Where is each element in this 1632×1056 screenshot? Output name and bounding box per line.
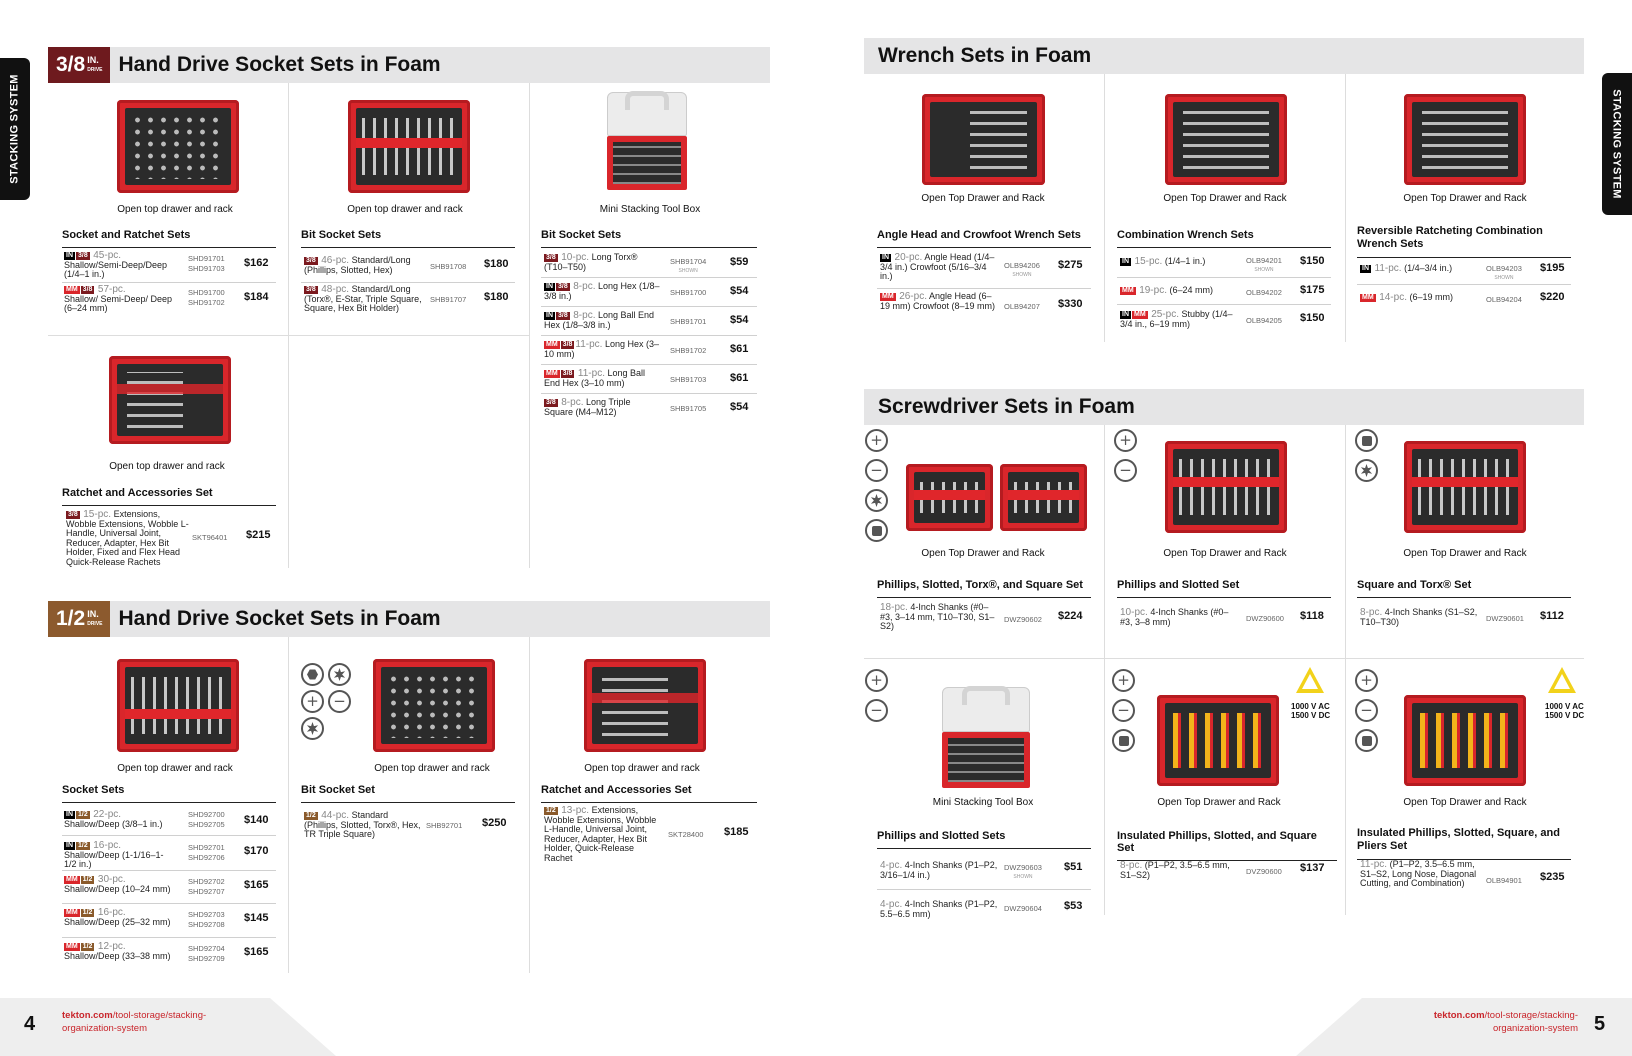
plus-icon: + — [1112, 669, 1135, 692]
voltage-warning-icon — [1296, 667, 1324, 693]
torx-icon — [1355, 459, 1378, 482]
product-title: Angle Head and Crowfoot Wrench Sets — [877, 229, 1091, 248]
product-row: MM 1/2 12-pc. Shallow/Deep (33–38 mm) SHD92704 SHD92709 $165 — [64, 941, 269, 963]
product-image-mini-stacking-box — [942, 687, 1030, 788]
product-title: Bit Socket Set — [301, 784, 515, 803]
product-row: IN 3/8 45-pc. Shallow/Semi-Deep/Deep (1/4–1 in.) SHD91701 SHD91703 $162 — [64, 250, 269, 279]
image-caption: Open top drawer and rack — [584, 763, 700, 774]
price: $59 — [730, 256, 749, 268]
product-row: IN 3/8 8-pc. Long Ball End Hex (1/8–3/8 in.) SHB91701 $54 — [544, 310, 749, 330]
product-title: Combination Wrench Sets — [1117, 229, 1331, 248]
product-title: Socket and Ratchet Sets — [62, 229, 276, 248]
product-row: 10-pc. 4-Inch Shanks (#0–#3, 3–8 mm) DWZ90600 $118 — [1120, 607, 1324, 627]
image-caption: Open Top Drawer and Rack — [1403, 193, 1527, 204]
price: $220 — [1540, 291, 1565, 303]
plus-icon: + — [1355, 669, 1378, 692]
minus-icon: − — [1112, 699, 1135, 722]
voltage-rating: 1000 V AC 1500 V DC — [1545, 702, 1585, 720]
product-title: Bit Socket Sets — [301, 229, 515, 248]
plus-icon: + — [865, 429, 888, 452]
image-caption: Open Top Drawer and Rack — [1163, 548, 1287, 559]
product-row: MM 3/8 11-pc. Long Ball End Hex (3–10 mm) SHB91703 $61 — [544, 368, 749, 388]
image-caption: Open top drawer and rack — [117, 204, 233, 215]
image-caption: Open Top Drawer and Rack — [921, 193, 1045, 204]
price: $54 — [730, 401, 749, 413]
side-tab-label: STACKING SYSTEM — [1611, 89, 1624, 199]
minus-icon: − — [1114, 459, 1137, 482]
price: $180 — [484, 258, 509, 270]
price: $235 — [1540, 871, 1565, 883]
section-header-12 — [48, 601, 770, 637]
hex-icon — [301, 663, 324, 686]
image-caption: Mini Stacking Tool Box — [599, 204, 701, 215]
product-image-angle-head-wrench — [922, 94, 1045, 185]
minus-icon: − — [865, 699, 888, 722]
price: $145 — [244, 912, 269, 924]
product-title: Bit Socket Sets — [541, 229, 757, 248]
price: $53 — [1064, 900, 1083, 912]
price: $51 — [1064, 861, 1083, 873]
product-image-phillips-slotted — [1165, 441, 1287, 533]
price: $250 — [482, 817, 507, 829]
product-row: 3/8 15-pc. Extensions, Wobble Extensions, Wobble L-Handle, Universal Joint, Reducer, Adapter, Hex Bit Holder, Fixed and Flex Head Quick-Release Rachets SKT96401 $215 — [66, 509, 271, 567]
product-image-reversible-wrench — [1404, 94, 1526, 185]
product-row: MM 3/8 11-pc. Long Hex (3–10 mm) SHB91702 $61 — [544, 339, 749, 359]
product-title: Reversible Ratcheting Combination Wrench Sets — [1357, 225, 1571, 258]
product-image-square-torx — [1404, 441, 1526, 533]
product-row: IN 15-pc. (1/4–1 in.) OLB94201 SHOWN $150 — [1122, 255, 1325, 273]
price: $184 — [244, 291, 269, 303]
minus-icon: − — [865, 459, 888, 482]
product-row: MM 1/2 30-pc. Shallow/Deep (10–24 mm) SHD92702 SHD92707 $165 — [64, 874, 269, 896]
image-caption: Open Top Drawer and Rack — [1403, 797, 1527, 808]
price: $140 — [244, 814, 269, 826]
plus-icon: + — [301, 690, 324, 713]
plus-icon: + — [1114, 429, 1137, 452]
price: $118 — [1300, 610, 1324, 622]
price: $137 — [1300, 862, 1325, 874]
price: $185 — [724, 826, 749, 838]
product-image-mini-stacking-box — [607, 92, 687, 190]
price: $162 — [244, 257, 269, 269]
price: $165 — [244, 946, 269, 958]
product-row: 3/8 46-pc. Standard/Long (Phillips, Slotted, Hex) SHB91708 $180 — [304, 255, 509, 275]
product-image-socket-12 — [117, 659, 239, 752]
product-row: IN 3/8 8-pc. Long Hex (1/8–3/8 in.) SHB91700 $54 — [544, 281, 749, 301]
price: $224 — [1058, 610, 1083, 622]
section-header-wrench — [864, 38, 1584, 74]
side-tab-right — [1602, 73, 1632, 215]
product-row: IN 20-pc. Angle Head (1/4–3/4 in.) Crowfoot (5/16–3/4 in.) OLB94206 SHOWN $275 — [880, 252, 1083, 281]
image-caption: Open Top Drawer and Rack — [921, 548, 1045, 559]
price: $54 — [730, 285, 749, 297]
product-row: 3/8 10-pc. Long Torx® (T10–T50) SHB91704 SHOWN $59 — [544, 252, 749, 274]
image-caption: Open top drawer and rack — [374, 763, 490, 774]
product-row: 3/8 8-pc. Long Triple Square (M4–M12) SHB91705 $54 — [544, 397, 749, 417]
product-row: 18-pc. 4-Inch Shanks (#0–#3, 3–14 mm, T10–T30, S1–S2) DWZ90602 $224 — [880, 602, 1083, 631]
square-icon — [865, 519, 888, 542]
price: $150 — [1300, 312, 1325, 324]
image-caption: Mini Stacking Tool Box — [932, 797, 1034, 808]
product-row: IN 11-pc. (1/4–3/4 in.) OLB94203 SHOWN $195 — [1362, 262, 1565, 281]
product-title: Phillips and Slotted Set — [1117, 579, 1331, 598]
product-title: Phillips and Slotted Sets — [877, 830, 1091, 849]
price: $175 — [1300, 284, 1325, 296]
price: $170 — [244, 845, 269, 857]
plus-icon: + — [865, 669, 888, 692]
product-title: Phillips, Slotted, Torx®, and Square Set — [877, 579, 1091, 598]
price: $165 — [244, 879, 269, 891]
section-title: Hand Drive Socket Sets in Foam — [118, 53, 441, 76]
torx-icon — [328, 663, 351, 686]
product-image-insulated-pssp — [1404, 695, 1526, 786]
footer-url-right[interactable]: tekton.com/tool-storage/stacking- organization-system — [1433, 1010, 1578, 1034]
product-row: 8-pc. (P1–P2, 3.5–6.5 mm, S1–S2) DVZ90600 $137 — [1120, 860, 1325, 880]
price: $150 — [1300, 255, 1325, 267]
footer-url-left[interactable]: tekton.com/tool-storage/stacking- organization-system — [62, 1010, 207, 1034]
square-icon — [1355, 429, 1378, 452]
product-row: IN MM 25-pc. Stubby (1/4–3/4 in., 6–19 mm) OLB94205 $150 — [1120, 309, 1325, 329]
side-tab-label: STACKING SYSTEM — [9, 74, 22, 184]
section-header-screwdriver — [864, 389, 1584, 425]
product-image-bit-socket-12 — [373, 659, 495, 752]
product-row: 1/2 13-pc. Extensions, Wobble Extensions, Wobble L-Handle, Universal Joint, Reducer, Adapter, Hex Bit Holder, Quick-Release Rachet SKT28400 $185 — [544, 805, 749, 863]
product-title: Square and Torx® Set — [1357, 579, 1571, 598]
image-caption: Open Top Drawer and Rack — [1163, 193, 1287, 204]
price: $180 — [484, 291, 509, 303]
product-image-combination-wrench — [1165, 94, 1287, 185]
voltage-warning-icon — [1548, 667, 1576, 693]
product-image-ratchet-accessories-12 — [584, 659, 706, 752]
price: $61 — [730, 343, 749, 355]
product-row: MM 3/8 57-pc. Shallow/ Semi-Deep/ Deep (6–24 mm) SHD91700 SHD91702 $184 — [64, 284, 269, 313]
price: $54 — [730, 314, 749, 326]
price: $275 — [1058, 259, 1083, 271]
product-image-pstq-1 — [906, 464, 993, 531]
square-icon — [1112, 729, 1135, 752]
product-title: Ratchet and Accessories Set — [62, 487, 276, 506]
price: $61 — [730, 372, 749, 384]
torx-icon — [865, 489, 888, 512]
image-caption: Open top drawer and rack — [117, 763, 233, 774]
product-image-bit-socket-38 — [348, 100, 470, 193]
image-caption: Open top drawer and rack — [347, 204, 463, 215]
product-row: IN 1/2 22-pc. Shallow/Deep (3/8–1 in.) SHD92700 SHD92705 $140 — [64, 809, 269, 829]
square-icon — [1355, 729, 1378, 752]
product-row: 1/2 44-pc. Standard (Phillips, Slotted, Torx®, Hex, TR Triple Square) SHB92701 $250 — [304, 810, 507, 839]
voltage-rating: 1000 V AC 1500 V DC — [1291, 702, 1331, 720]
page-number-left: 4 — [24, 1013, 36, 1035]
product-row: IN 1/2 16-pc. Shallow/Deep (1-1/16–1-1/2 in.) SHD92701 SHD92706 $170 — [64, 840, 269, 869]
product-row: MM 19-pc. (6–24 mm) OLB94202 $175 — [1122, 284, 1325, 297]
product-row: 11-pc. (P1–P2, 3.5–6.5 mm, S1–S2, Long Nose, Diagonal Cutting, and Combination) OLB94901 $235 — [1360, 859, 1565, 888]
section-header-38 — [48, 47, 770, 83]
product-row: 3/8 48-pc. Standard/Long (Torx®, E-Star, Triple Square, Square, Hex Bit Holder) SHB91707 $180 — [304, 284, 509, 313]
page-number-right: 5 — [1594, 1013, 1606, 1035]
product-row: 4-pc. 4-Inch Shanks (P1–P2, 5.5–6.5 mm) DWZ90604 $53 — [880, 899, 1083, 919]
product-image-insulated-pss — [1157, 695, 1279, 786]
product-title: Insulated Phillips, Slotted, Square, and Pliers Set — [1357, 827, 1571, 860]
product-image-ratchet-accessories-38 — [109, 356, 231, 444]
minus-icon: − — [328, 690, 351, 713]
drive-badge-38: 3/8 IN. DRIVE — [48, 47, 110, 83]
side-tab-left — [0, 58, 30, 200]
product-row: 8-pc. 4-Inch Shanks (S1–S2, T10–T30) DWZ90601 $112 — [1360, 607, 1564, 627]
image-caption: Open Top Drawer and Rack — [1157, 797, 1281, 808]
price: $112 — [1540, 610, 1564, 622]
section-title: Wrench Sets in Foam — [878, 44, 1092, 67]
minus-icon: − — [1355, 699, 1378, 722]
product-image-socket-ratchet — [117, 100, 239, 193]
product-row: MM 1/2 16-pc. Shallow/Deep (25–32 mm) SHD92703 SHD92708 $145 — [64, 907, 269, 929]
image-caption: Open Top Drawer and Rack — [1403, 548, 1527, 559]
product-title: Ratchet and Accessories Set — [541, 784, 757, 803]
product-title: Socket Sets — [62, 784, 276, 803]
section-title: Hand Drive Socket Sets in Foam — [118, 607, 441, 630]
gear-bit-icon — [301, 717, 324, 740]
product-row: 4-pc. 4-Inch Shanks (P1–P2, 3/16–1/4 in.) DWZ90603 SHOWN $51 — [880, 860, 1083, 880]
price: $330 — [1058, 298, 1083, 310]
price: $215 — [246, 529, 271, 541]
product-image-pstq-2 — [1000, 464, 1087, 531]
product-title: Insulated Phillips, Slotted, and Square Set — [1117, 830, 1337, 861]
image-caption: Open top drawer and rack — [109, 461, 225, 472]
section-title: Screwdriver Sets in Foam — [878, 395, 1135, 418]
drive-badge-12: 1/2 IN. DRIVE — [48, 601, 110, 637]
product-row: MM 14-pc. (6–19 mm) OLB94204 $220 — [1362, 291, 1565, 304]
price: $195 — [1540, 262, 1565, 274]
product-row: MM 26-pc. Angle Head (6–19 mm) Crowfoot (8–19 mm) OLB94207 $330 — [880, 291, 1083, 311]
